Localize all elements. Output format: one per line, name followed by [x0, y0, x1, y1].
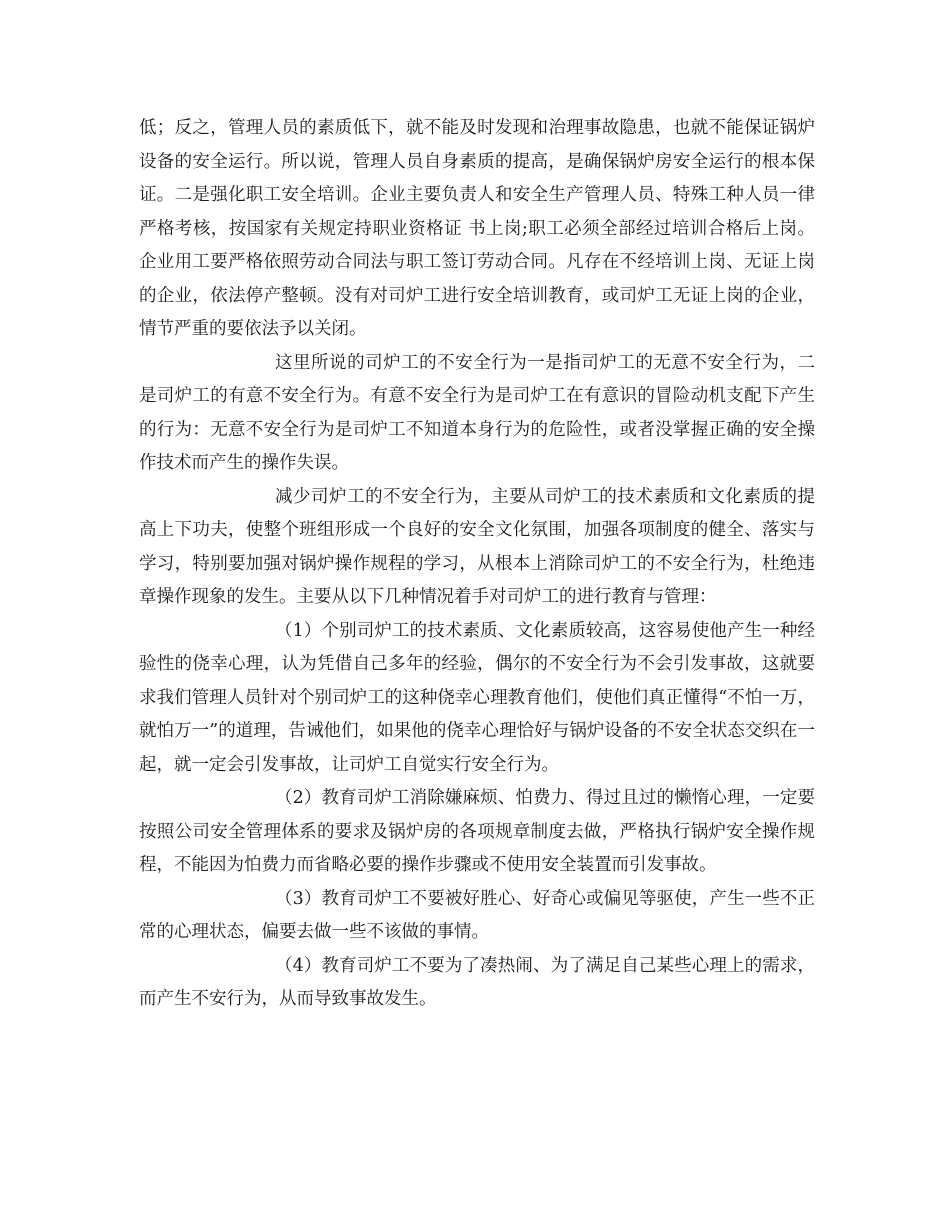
- paragraph-7: （4）教育司炉工不要为了凑热闹、为了满足自己某些心理上的需求，而产生不安行为，从而导致事故发生。: [139, 955, 815, 1009]
- paragraph-4: （1）个别司炉工的技术素质、文化素质较高，这容易使他产生一种经验性的侥幸心理，认为凭借自己多年的经验，偶尔的不安全行为不会引发事故，这就要求我们管理人员针对个别司炉工的这种侥幸心理教育他们，使他们真正懂得“不怕一万，就怕万一”的道理，告诫他们，如果他的侥幸心理恰好与锅炉设备的不安全状态交织在一起，就一定会引发事故，让司炉工自觉实行安全行为。: [139, 620, 815, 775]
- paragraph-6: （3）教育司炉工不要被好胜心、好奇心或偏见等驱使，产生一些不正常的心理状态，偏要去做一些不该做的事情。: [139, 888, 815, 942]
- paragraph-3: 减少司炉工的不安全行为，主要从司炉工的技术素质和文化素质的提高上下功夫，使整个班组形成一个良好的安全文化氛围，加强各项制度的健全、落实与学习，特别要加强对锅炉操作规程的学习，从根本上消除司炉工的不安全行为，杜绝违章操作现象的发生。主要从以下几种情况着手对司炉工的进行教育与管理：: [139, 486, 815, 607]
- paragraph-1: 低；反之，管理人员的素质低下，就不能及时发现和治理事故隐患，也就不能保证锅炉设备的安全运行。所以说，管理人员自身素质的提高，是确保锅炉房安全运行的根本保证。二是强化职工安全培训。企业主要负责人和安全生产管理人员、特殊工种人员一律严格考核，按国家有关规定持职业资格证 书上岗;职工必须全部经过培训合格后上岗。企业用工要严格依照劳动合同法与职工签订劳动合同。凡存在不经培训上岗、无证上岗的企业，依法停产整顿。没有对司炉工进行安全培训教育，或司炉工无证上岗的企业，情节严重的要依法予以关闭。: [139, 118, 815, 339]
- document-body: [139, 112, 815, 1017]
- paragraph-5: （2）教育司炉工消除嫌麻烦、怕费力、得过且过的懒惰心理，一定要按照公司安全管理体系的要求及锅炉房的各项规章制度去做，严格执行锅炉安全操作规程，不能因为怕费力而省略必要的操作步骤或不使用安全装置而引发事故。: [139, 788, 815, 875]
- paragraph-2: 这里所说的司炉工的不安全行为一是指司炉工的无意不安全行为，二是司炉工的有意不安全行为。有意不安全行为是司炉工在有意识的冒险动机支配下产生的行为：无意不安全行为是司炉工不知道本身行为的危险性，或者没掌握正确的安全操作技术而产生的操作失误。: [139, 352, 815, 473]
